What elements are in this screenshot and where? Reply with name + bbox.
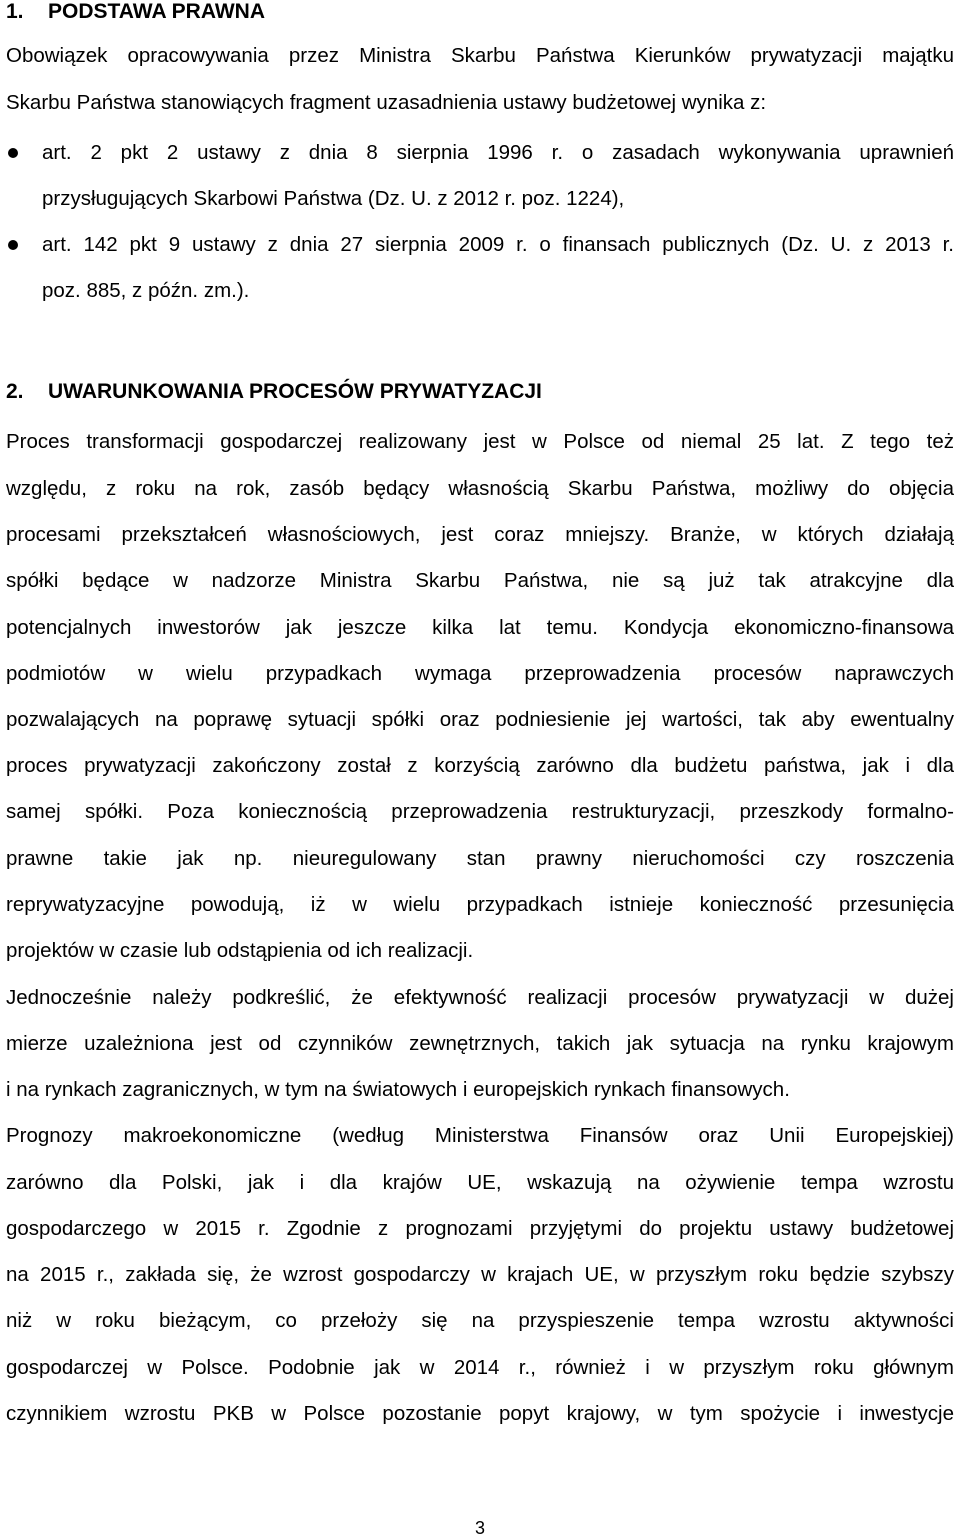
paragraph-1-line: projektów w czasie lub odstąpienia od ich realizacji. (6, 939, 474, 962)
paragraph-1-line: względu, z roku na rok, zasób będący własnością Skarbu Państwa, możliwy do objęcia (6, 477, 954, 500)
paragraph-3-line: Prognozy makroekonomiczne (według Ministerstwa Finansów oraz Unii Europejskiej) (6, 1124, 954, 1147)
paragraph-1-line: spółki będące w nadzorze Ministra Skarbu Państwa, nie są już tak atrakcyjne dla (6, 569, 954, 592)
paragraph-1-line: procesami przekształceń własnościowych, jest coraz mniejszy. Branże, w których działają (6, 523, 954, 546)
section-1-intro-line: Skarbu Państwa stanowiących fragment uzasadnienia ustawy budżetowej wynika z: (6, 91, 767, 114)
paragraph-2-line: i na rynkach zagranicznych, w tym na światowych i europejskich rynkach finansowych. (6, 1078, 790, 1101)
bullet-1-line: przysługujących Skarbowi Państwa (Dz. U. z 2012 r. poz. 1224), (42, 187, 625, 210)
paragraph-1-line: proces prywatyzacji zakończony został z korzyścią zarówno dla budżetu państwa, jak i dla (6, 754, 954, 777)
section-2-number: 2. (6, 380, 24, 403)
paragraph-3-line: zarówno dla Polski, jak i dla krajów UE, wskazują na ożywienie tempa wzrostu (6, 1171, 954, 1194)
paragraph-2-line: mierze uzależniona jest od czynników zewnętrznych, takich jak sytuacja na rynku krajowym (6, 1032, 954, 1055)
paragraph-2-line: Jednocześnie należy podkreślić, że efektywność realizacji procesów prywatyzacji w dużej (6, 986, 954, 1009)
section-1-number: 1. (6, 0, 24, 23)
section-2-heading (6, 380, 542, 404)
paragraph-1-line: prawne takie jak np. nieuregulowany stan prawny nieruchomości czy roszczenia (6, 847, 954, 870)
paragraph-1-line: samej spółki. Poza koniecznością przeprowadzenia restrukturyzacji, przeszkody formalno- (6, 800, 954, 823)
section-1-heading (6, 0, 265, 24)
bullet-1-line: art. 2 pkt 2 ustawy z dnia 8 sierpnia 1996 r. o zasadach wykonywania uprawnień (42, 141, 954, 164)
paragraph-3-line: gospodarczego w 2015 r. Zgodnie z prognozami przyjętymi do projektu ustawy budżetowej (6, 1217, 954, 1240)
bullet-2-line: poz. 885, z późn. zm.). (42, 279, 250, 302)
paragraph-1-line: Proces transformacji gospodarczej realizowany jest w Polsce od niemal 25 lat. Z tego też (6, 430, 954, 453)
page-number: 3 (474, 1518, 485, 1538)
paragraph-1-line: pozwalających na poprawę sytuacji spółki oraz podniesienie jej wartości, tak aby ewentualny (6, 708, 954, 731)
bullet-icon (8, 148, 18, 158)
bullet-2-line: art. 142 pkt 9 ustawy z dnia 27 sierpnia 2009 r. o finansach publicznych (Dz. U. z 2013 r. (42, 233, 954, 256)
bullet-icon (8, 240, 18, 250)
paragraph-3-line: czynnikiem wzrostu PKB w Polsce pozostanie popyt krajowy, w tym spożycie i inwestycje (6, 1402, 954, 1425)
paragraph-3-line: gospodarczej w Polsce. Podobnie jak w 2014 r., również i w przyszłym roku głównym (6, 1356, 954, 1379)
paragraph-1-line: podmiotów w wielu przypadkach wymaga przeprowadzenia procesów naprawczych (6, 662, 954, 685)
paragraph-3-line: na 2015 r., zakłada się, że wzrost gospodarczy w krajach UE, w przyszłym roku będzie szybszy (6, 1263, 954, 1286)
section-1-intro-line: Obowiązek opracowywania przez Ministra Skarbu Państwa Kierunków prywatyzacji majątku (6, 44, 954, 67)
section-1-title: PODSTAWA PRAWNA (48, 0, 266, 23)
paragraph-3-line: niż w roku bieżącym, co przełoży się na przyspieszenie tempa wzrostu aktywności (6, 1309, 954, 1332)
paragraph-1-line: reprywatyzacyjne powodują, iż w wielu przypadkach istnieje konieczność przesunięcia (6, 893, 954, 916)
paragraph-1-line: potencjalnych inwestorów jak jeszcze kilka lat temu. Kondycja ekonomiczno-finansowa (6, 616, 954, 639)
section-2-title: UWARUNKOWANIA PROCESÓW PRYWATYZACJI (48, 380, 542, 403)
